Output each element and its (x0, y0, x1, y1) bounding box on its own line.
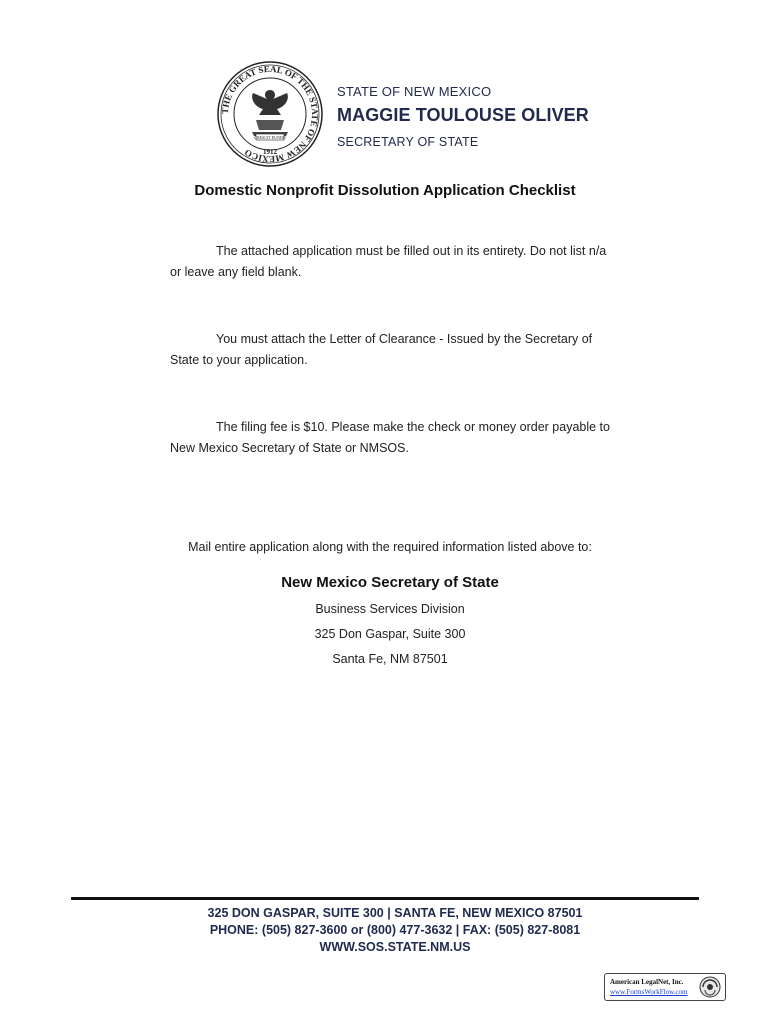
footer-address: 325 DON GASPAR, SUITE 300 | SANTA FE, NEW MEXICO 87501 (207, 906, 583, 920)
badge-company: American LegalNet, Inc. (610, 978, 684, 986)
state-seal-image (216, 60, 324, 168)
paragraph-letter-of-clearance: You must attach the Letter of Clearance - Issued by the Secretary of State to your application. (170, 332, 593, 367)
footer-divider (71, 897, 699, 900)
footer-website: WWW.SOS.STATE.NM.US (319, 940, 471, 954)
seal-year: 1912 (263, 148, 277, 156)
header-office-line: SECRETARY OF STATE (337, 135, 479, 149)
legalnet-badge (604, 973, 726, 1001)
footer-phone: PHONE: (505) 827-3600 or (800) 477-3632 | FAX: (505) 827-8081 (209, 923, 581, 937)
badge-url-link[interactable]: www.FormsWorkFlow.com (610, 988, 688, 996)
recipient-org: New Mexico Secretary of State (281, 574, 499, 591)
globe-icon (699, 976, 721, 998)
seal-motto: CRESCIT EUNDO (254, 135, 286, 140)
recipient-street: 325 Don Gaspar, Suite 300 (314, 627, 466, 641)
document-title: Domestic Nonprofit Dissolution Application Checklist (194, 182, 576, 199)
paragraph-application-complete: The attached application must be filled out in its entirety. Do not list n/a or leave any field blank. (170, 244, 607, 279)
header-state-line: STATE OF NEW MEXICO (337, 84, 492, 99)
recipient-city: Santa Fe, NM 87501 (332, 652, 448, 666)
header-name-line: MAGGIE TOULOUSE OLIVER (337, 105, 589, 125)
recipient-division: Business Services Division (315, 602, 465, 616)
paragraph-filing-fee: The filing fee is $10. Please make the check or money order payable to New Mexico Secretary of State or NMSOS. (170, 420, 610, 455)
mail-instruction: Mail entire application along with the required information listed above to: (188, 540, 592, 554)
seal-ring-text: THE GREAT SEAL OF THE STATE OF NEW MEXICO (219, 63, 321, 165)
